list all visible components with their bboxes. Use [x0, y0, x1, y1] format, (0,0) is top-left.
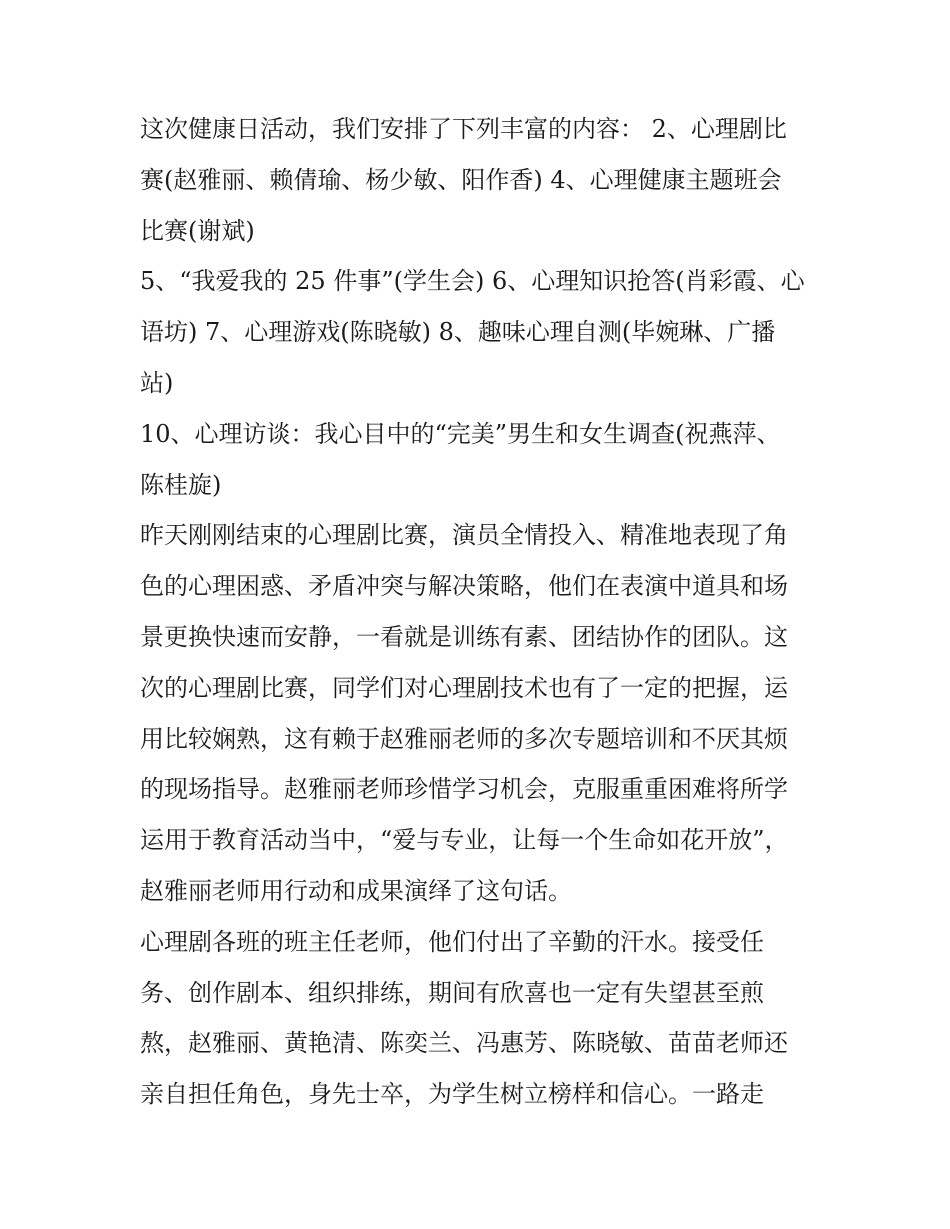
paragraph-activity-list-1 — [140, 104, 820, 256]
text-line: 景更换快速而安静，一看就是训练有素、团结协作的团队。这 — [140, 622, 788, 651]
text-line: 心理剧各班的班主任老师，他们付出了辛勤的汗水。接受任 — [140, 927, 764, 956]
text-line: 这次健康日活动，我们安排了下列丰富的内容： 2、心理剧比 — [140, 115, 787, 143]
text-line: 10、心理访谈：我心目中的“完美”男生和女生调查(祝燕萍、 — [140, 419, 781, 448]
text-line: 5、“我爱我的 25 件事”(学生会) 6、心理知识抢答(肖彩霞、心 — [140, 267, 805, 296]
text-line: 昨天刚刚结束的心理剧比赛，演员全情投入、精准地表现了角 — [140, 521, 788, 550]
text-line: 色的心理困惑、矛盾冲突与解决策略，他们在表演中道具和场 — [140, 572, 788, 601]
text-line: 的现场指导。赵雅丽老师珍惜学习机会，克服重重困难将所学 — [140, 775, 788, 804]
text-line: 务、创作剧本、组织排练，期间有欣喜也一定有失望甚至煎 — [140, 978, 764, 1007]
text-line: 亲自担任角色，身先士卒，为学生树立榜样和信心。一路走 — [140, 1080, 764, 1109]
text-line: 赛(赵雅丽、赖倩瑜、杨少敏、阳作香) 4、心理健康主题班会 — [140, 165, 782, 194]
paragraph-activity-list-3 — [140, 409, 820, 511]
text-line: 站) — [140, 368, 174, 397]
text-line: 熬，赵雅丽、黄艳清、陈奕兰、冯惠芳、陈晓敏、苗苗老师还 — [140, 1029, 788, 1058]
text-line: 语坊) 7、心理游戏(陈晓敏) 8、趣味心理自测(毕婉琳、广播 — [140, 318, 776, 347]
document-body — [140, 104, 820, 1120]
text-line: 赵雅丽老师用行动和成果演绎了这句话。 — [140, 876, 572, 905]
text-line: 用比较娴熟，这有赖于赵雅丽老师的多次专题培训和不厌其烦 — [140, 724, 788, 753]
text-line: 陈桂旋) — [140, 470, 222, 499]
text-line: 运用于教育活动当中，“爱与专业，让每一个生命如花开放”， — [140, 826, 789, 855]
paragraph-drama-competition — [140, 510, 820, 916]
paragraph-class-teachers — [140, 917, 820, 1120]
paragraph-activity-list-2 — [140, 256, 820, 408]
text-line: 比赛(谢斌) — [140, 216, 255, 245]
text-line: 次的心理剧比赛，同学们对心理剧技术也有了一定的把握，运 — [140, 673, 788, 702]
